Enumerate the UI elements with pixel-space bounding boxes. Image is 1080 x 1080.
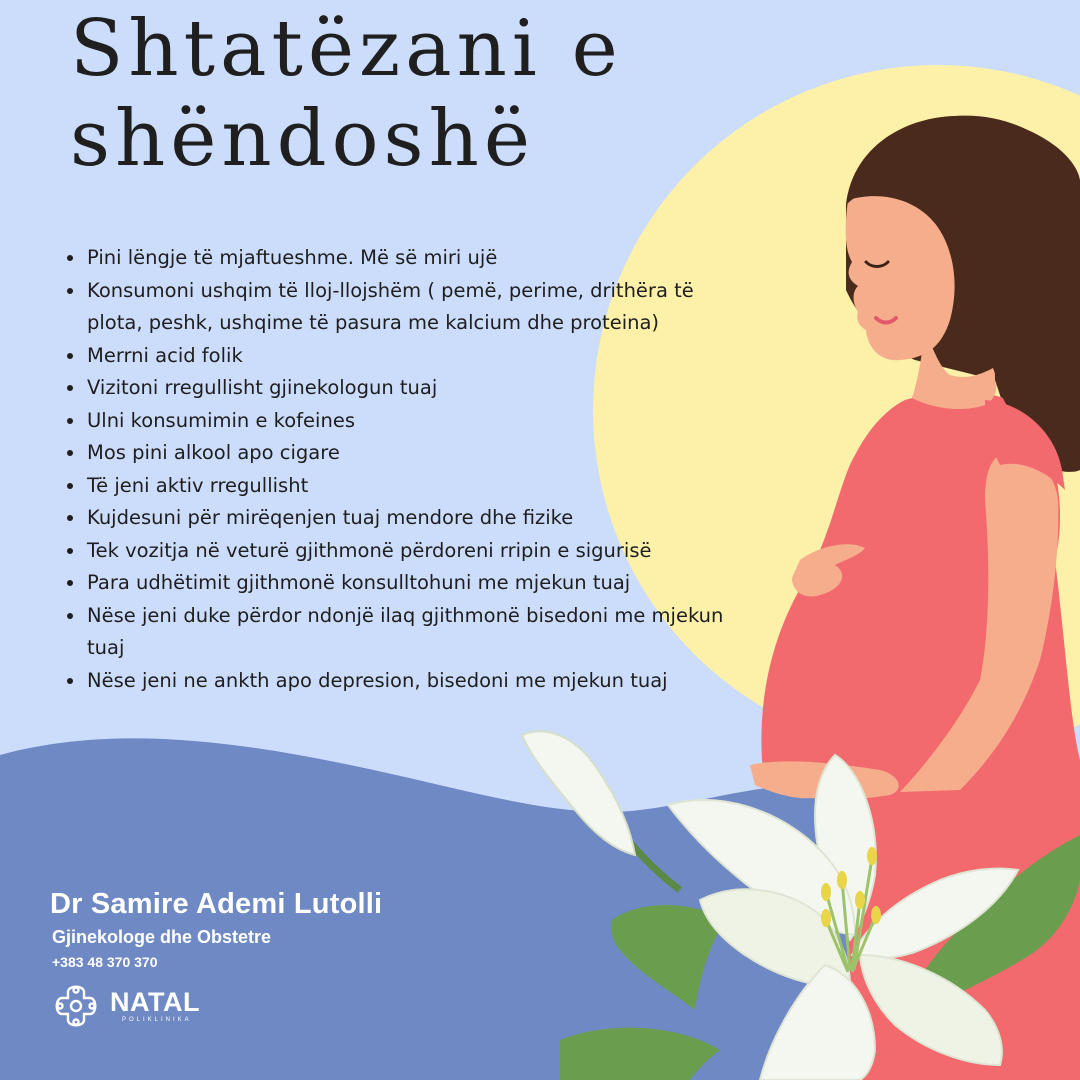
title-line-2: shëndoshë (70, 94, 535, 184)
doctor-title: Gjinekologe dhe Obstetre (52, 927, 272, 947)
list-item: • Të jeni aktiv rregullisht (86, 470, 731, 503)
brand-name: NATAL (110, 987, 200, 1017)
page-title (70, 4, 623, 184)
natal-logo-icon (48, 978, 104, 1034)
doctor-name: Dr Samire Ademi Lutolli (50, 888, 383, 920)
brand-subtitle: POLIKLINIKA (122, 1017, 192, 1023)
list-item: • Para udhëtimit gjithmonë konsulltohuni me mjekun tuaj (86, 567, 731, 600)
list-item: • Konsumoni ushqim të lloj-llojshëm ( pemë, perime, drithëra të plota, peshk, ushqime të pasura me kalcium dhe proteina) (86, 275, 731, 340)
title-line-1: Shtatëzani e (70, 4, 623, 94)
tips-list (60, 242, 731, 697)
list-item: • Ulni konsumimin e kofeines (86, 405, 731, 438)
list-item: • Merrni acid folik (86, 340, 731, 373)
list-item: • Tek vozitja në veturë gjithmonë përdoreni rripin e sigurisë (86, 535, 731, 568)
phone-number: +383 48 370 370 (52, 954, 158, 970)
list-item: • Vizitoni rregullisht gjinekologun tuaj (86, 372, 731, 405)
brand-logo (48, 978, 248, 1034)
list-item: • Pini lëngje të mjaftueshme. Më së miri ujë (86, 242, 731, 275)
list-item: • Mos pini alkool apo cigare (86, 437, 731, 470)
list-item: • Kujdesuni për mirëqenjen tuaj mendore dhe fizike (86, 502, 731, 535)
list-item: • Nëse jeni duke përdor ndonjë ilaq gjithmonë bisedoni me mjekun tuaj (86, 600, 731, 665)
list-item: • Nëse jeni ne ankth apo depresion, bisedoni me mjekun tuaj (86, 665, 731, 698)
